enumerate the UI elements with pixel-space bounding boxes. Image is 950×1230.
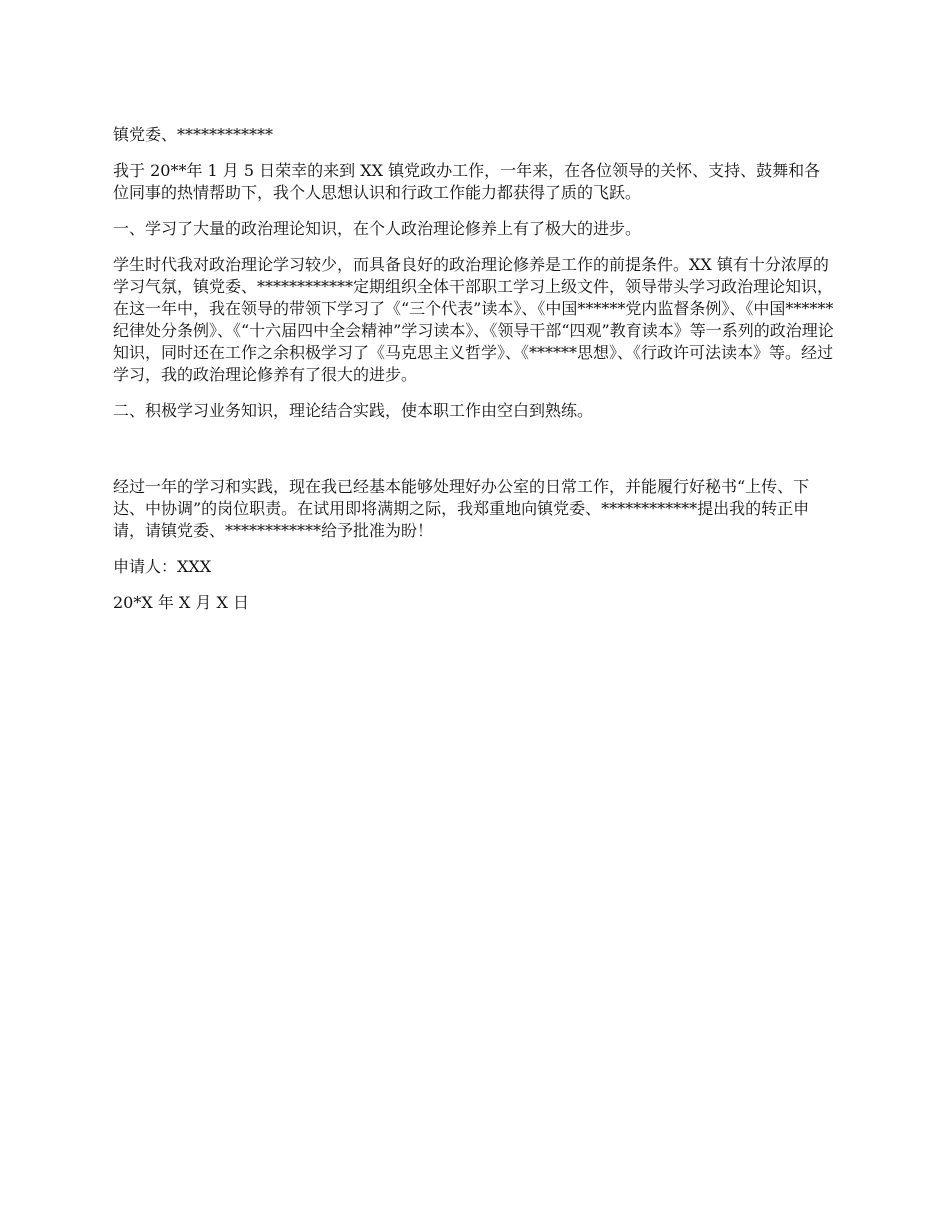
document-body: [113, 124, 835, 628]
applicant-line: 申请人：XXX: [113, 557, 212, 576]
closing-paragraph: 经过一年的学习和实践，现在我已经基本能够处理好办公室的日常工作，并能履行好秘书“上传、下达、中协调”的岗位职责。在试用即将满期之际，我郑重地向镇党委、************提出我的转正申请，请镇党委、************给予批准为盼！: [113, 477, 810, 540]
section-heading-1: 一、学习了大量的政治理论知识，在个人政治理论修养上有了极大的进步。: [113, 219, 642, 238]
salutation: 镇党委、************: [113, 125, 274, 144]
blank-space: [113, 436, 835, 476]
date-line: 20*X 年 X 月 X 日: [113, 593, 249, 612]
section-paragraph-1: 学生时代我对政治理论学习较少，而具备良好的政治理论修养是工作的前提条件。XX 镇有十分浓厚的学习气氛，镇党委、************定期组织全体干部职工学习上级文件，领导带头学习政治理论知识，在这一年中，我在领导的带领下学习了《“三个代表”读本》、《中国******党内监督条例》、《中国******纪律处分条例》、《“十六届四中全会精神”学习读本》、《领导干部“四观”教育读本》等一系列的政治理论知识，同时还在工作之余积极学习了《马克思主义哲学》、《******思想》、《行政许可法读本》等。经过学习，我的政治理论修养有了很大的进步。: [113, 255, 834, 384]
intro-paragraph: 我于 20**年 1 月 5 日荣幸的来到 XX 镇党政办工作，一年来，在各位领导的关怀、支持、鼓舞和各位同事的热情帮助下，我个人思想认识和行政工作能力都获得了质的飞跃。: [113, 161, 821, 202]
section-heading-2: 二、积极学习业务知识，理论结合实践，使本职工作由空白到熟练。: [113, 401, 594, 420]
